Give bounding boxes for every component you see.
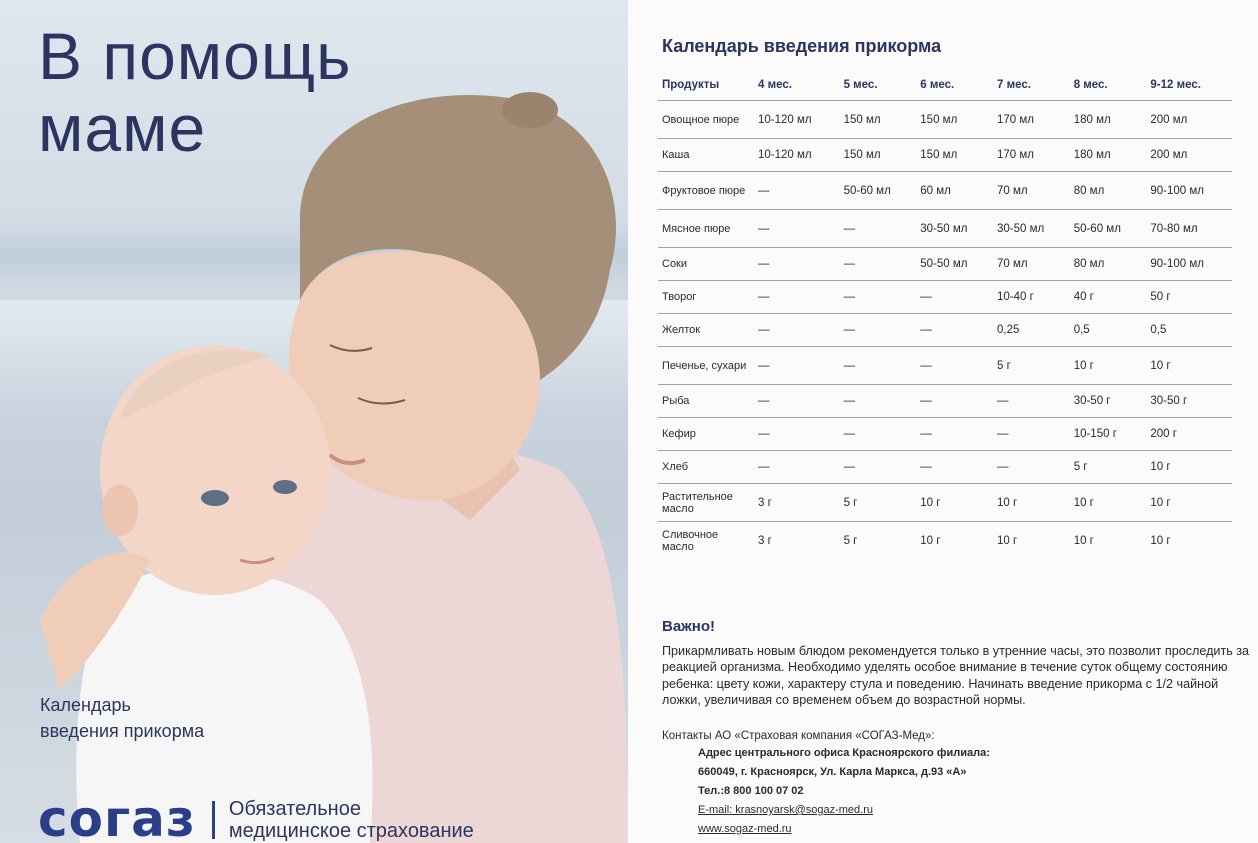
table-cell: 0,5 [1146, 314, 1232, 347]
table-cell: — [840, 281, 917, 314]
cover-title-line: В помощь [38, 19, 352, 93]
table-cell: 0,5 [1070, 314, 1147, 347]
table-cell: 10 г [993, 522, 1070, 560]
table-cell: 10 г [1070, 347, 1147, 385]
brand-tagline [229, 798, 474, 842]
table-cell: 90-100 мл [1146, 172, 1232, 210]
table-cell: 50-50 мл [916, 248, 993, 281]
brand-block [38, 790, 474, 843]
sogaz-logo: согаз [38, 790, 196, 843]
table-cell: 180 мл [1070, 139, 1147, 172]
table-cell: — [840, 451, 917, 484]
table-cell: — [840, 347, 917, 385]
table-cell: 30-50 мл [993, 210, 1070, 248]
office-label: Адрес центрального офиса Красноярского филиала: [698, 747, 990, 759]
table-row [658, 101, 1232, 139]
table-cell: 10 г [1146, 522, 1232, 560]
important-heading: Важно! [662, 618, 716, 635]
contacts-block [698, 744, 990, 839]
table-cell: 60 мл [916, 172, 993, 210]
table-cell: 3 г [754, 484, 840, 522]
table-cell-product: Хлеб [658, 451, 754, 484]
table-cell: 90-100 мл [1146, 248, 1232, 281]
table-cell: — [916, 418, 993, 451]
page-title: Календарь введения прикорма [662, 36, 942, 56]
table-cell-product: Сливочное масло [658, 522, 754, 560]
table-cell: — [916, 281, 993, 314]
table-cell: — [916, 385, 993, 418]
table-cell-product: Фруктовое пюре [658, 172, 754, 210]
table-cell-product: Желток [658, 314, 754, 347]
cover-subtitle [40, 692, 204, 744]
brand-divider [212, 801, 215, 839]
table-cell: 30-50 мл [916, 210, 993, 248]
table-cell: 200 мл [1146, 101, 1232, 139]
table-cell: — [916, 347, 993, 385]
table-cell: — [993, 418, 1070, 451]
table-cell: — [840, 385, 917, 418]
table-cell: — [754, 347, 840, 385]
phone-number: Тел.:8 800 100 07 02 [698, 785, 804, 797]
table-cell: 5 г [840, 484, 917, 522]
cover-title [38, 20, 352, 164]
column-header: 6 мес. [920, 79, 955, 91]
column-header: 9-12 мес. [1150, 79, 1201, 91]
table-cell: — [840, 248, 917, 281]
table-cell: — [840, 210, 917, 248]
table-cell-product: Соки [658, 248, 754, 281]
table-cell: — [916, 451, 993, 484]
email-link[interactable]: E-mail: krasnoyarsk@sogaz-med.ru [698, 804, 873, 816]
table-row [658, 139, 1232, 172]
table-row [658, 314, 1232, 347]
table-cell: 5 г [1070, 451, 1147, 484]
info-page [628, 0, 1258, 843]
table-row [658, 248, 1232, 281]
cover-subtitle-line: введения прикорма [40, 721, 205, 741]
cover-panel [0, 0, 628, 843]
table-cell: 40 г [1070, 281, 1147, 314]
table-cell: — [754, 314, 840, 347]
table-cell: 70 мл [993, 172, 1070, 210]
brand-tagline-line: медицинское страхование [228, 819, 474, 842]
table-cell: 150 мл [840, 139, 917, 172]
table-cell: 10 г [993, 484, 1070, 522]
table-cell-product: Печенье, сухари [658, 347, 754, 385]
table-cell: — [754, 172, 840, 210]
table-row [658, 418, 1232, 451]
table-cell: 10-40 г [993, 281, 1070, 314]
table-cell: 170 мл [993, 139, 1070, 172]
column-header: 4 мес. [758, 79, 792, 91]
office-address: 660049, г. Красноярск, Ул. Карла Маркса, д.93 «А» [698, 766, 967, 778]
table-cell-product: Мясное пюре [658, 210, 754, 248]
table-cell: 10-120 мл [754, 101, 840, 139]
table-cell: 150 мл [840, 101, 917, 139]
table-row [658, 172, 1232, 210]
table-cell: — [754, 451, 840, 484]
table-cell: — [840, 418, 917, 451]
table-cell: — [754, 385, 840, 418]
table-cell: 10 г [1070, 522, 1147, 560]
cover-title-line: маме [38, 91, 207, 165]
table-cell: 10-150 г [1070, 418, 1147, 451]
table-cell: 10 г [1146, 484, 1232, 522]
table-cell: 10 г [916, 522, 993, 560]
column-header: Продукты [662, 79, 720, 91]
feeding-table [658, 70, 1232, 559]
table-cell: — [916, 314, 993, 347]
contacts-heading: Контакты АО «Страховая компания «СОГАЗ-Мед»: [662, 730, 935, 742]
table-row [658, 385, 1232, 418]
table-row [658, 522, 1232, 560]
table-cell: 0,25 [993, 314, 1070, 347]
column-header: 5 мес. [843, 79, 878, 91]
table-cell: 30-50 г [1070, 385, 1147, 418]
table-cell: 170 мл [993, 101, 1070, 139]
table-row [658, 451, 1232, 484]
table-cell: 150 мл [916, 139, 993, 172]
table-row [658, 347, 1232, 385]
table-cell: 10 г [1070, 484, 1147, 522]
table-cell: 70-80 мл [1146, 210, 1232, 248]
column-header: 7 мес. [996, 79, 1031, 91]
important-note: Прикармливать новым блюдом рекомендуется только в утренние часы, это позволит проследить за реакцией организма. Необходимо уделять особое внимание в течение суток общему состоянию ребенка: цвету кожи, характеру стула и поведению. Начинать введение прикорма с 1/2 чайной ложки, увеличивая со временем объем до возрастной нормы. [662, 644, 1250, 708]
table-cell-product: Каша [658, 139, 754, 172]
table-cell: 10 г [1146, 347, 1232, 385]
table-cell: 80 мл [1070, 248, 1147, 281]
table-row [658, 281, 1232, 314]
table-cell-product: Творог [658, 281, 754, 314]
table-cell: — [754, 248, 840, 281]
table-cell: 70 мл [993, 248, 1070, 281]
brand-tagline-line: Обязательное [228, 797, 361, 820]
table-cell-product: Овощное пюре [658, 101, 754, 139]
table-cell: 80 мл [1070, 172, 1147, 210]
table-cell: — [754, 281, 840, 314]
table-cell: — [993, 451, 1070, 484]
table-cell-product: Растительное масло [658, 484, 754, 522]
table-cell: 10 г [916, 484, 993, 522]
table-cell: 10-120 мл [754, 139, 840, 172]
table-cell: 50-60 мл [1070, 210, 1147, 248]
table-cell: 50 г [1146, 281, 1232, 314]
table-cell: 150 мл [916, 101, 993, 139]
table-cell: 200 г [1146, 418, 1232, 451]
table-header-row [658, 70, 1232, 101]
table-cell: — [993, 385, 1070, 418]
table-cell-product: Рыба [658, 385, 754, 418]
website-link[interactable]: www.sogaz-med.ru [698, 823, 792, 835]
table-row [658, 484, 1232, 522]
table-cell: 200 мл [1146, 139, 1232, 172]
column-header: 8 мес. [1073, 79, 1108, 91]
table-row [658, 210, 1232, 248]
table-cell: 50-60 мл [840, 172, 917, 210]
table-cell: 5 г [993, 347, 1070, 385]
table-cell-product: Кефир [658, 418, 754, 451]
table-cell: 30-50 г [1146, 385, 1232, 418]
table-cell: 3 г [754, 522, 840, 560]
table-cell: — [754, 210, 840, 248]
table-cell: 180 мл [1070, 101, 1147, 139]
table-cell: — [840, 314, 917, 347]
cover-subtitle-line: Календарь [40, 695, 131, 715]
table-cell: — [754, 418, 840, 451]
table-cell: 10 г [1146, 451, 1232, 484]
table-cell: 5 г [840, 522, 917, 560]
